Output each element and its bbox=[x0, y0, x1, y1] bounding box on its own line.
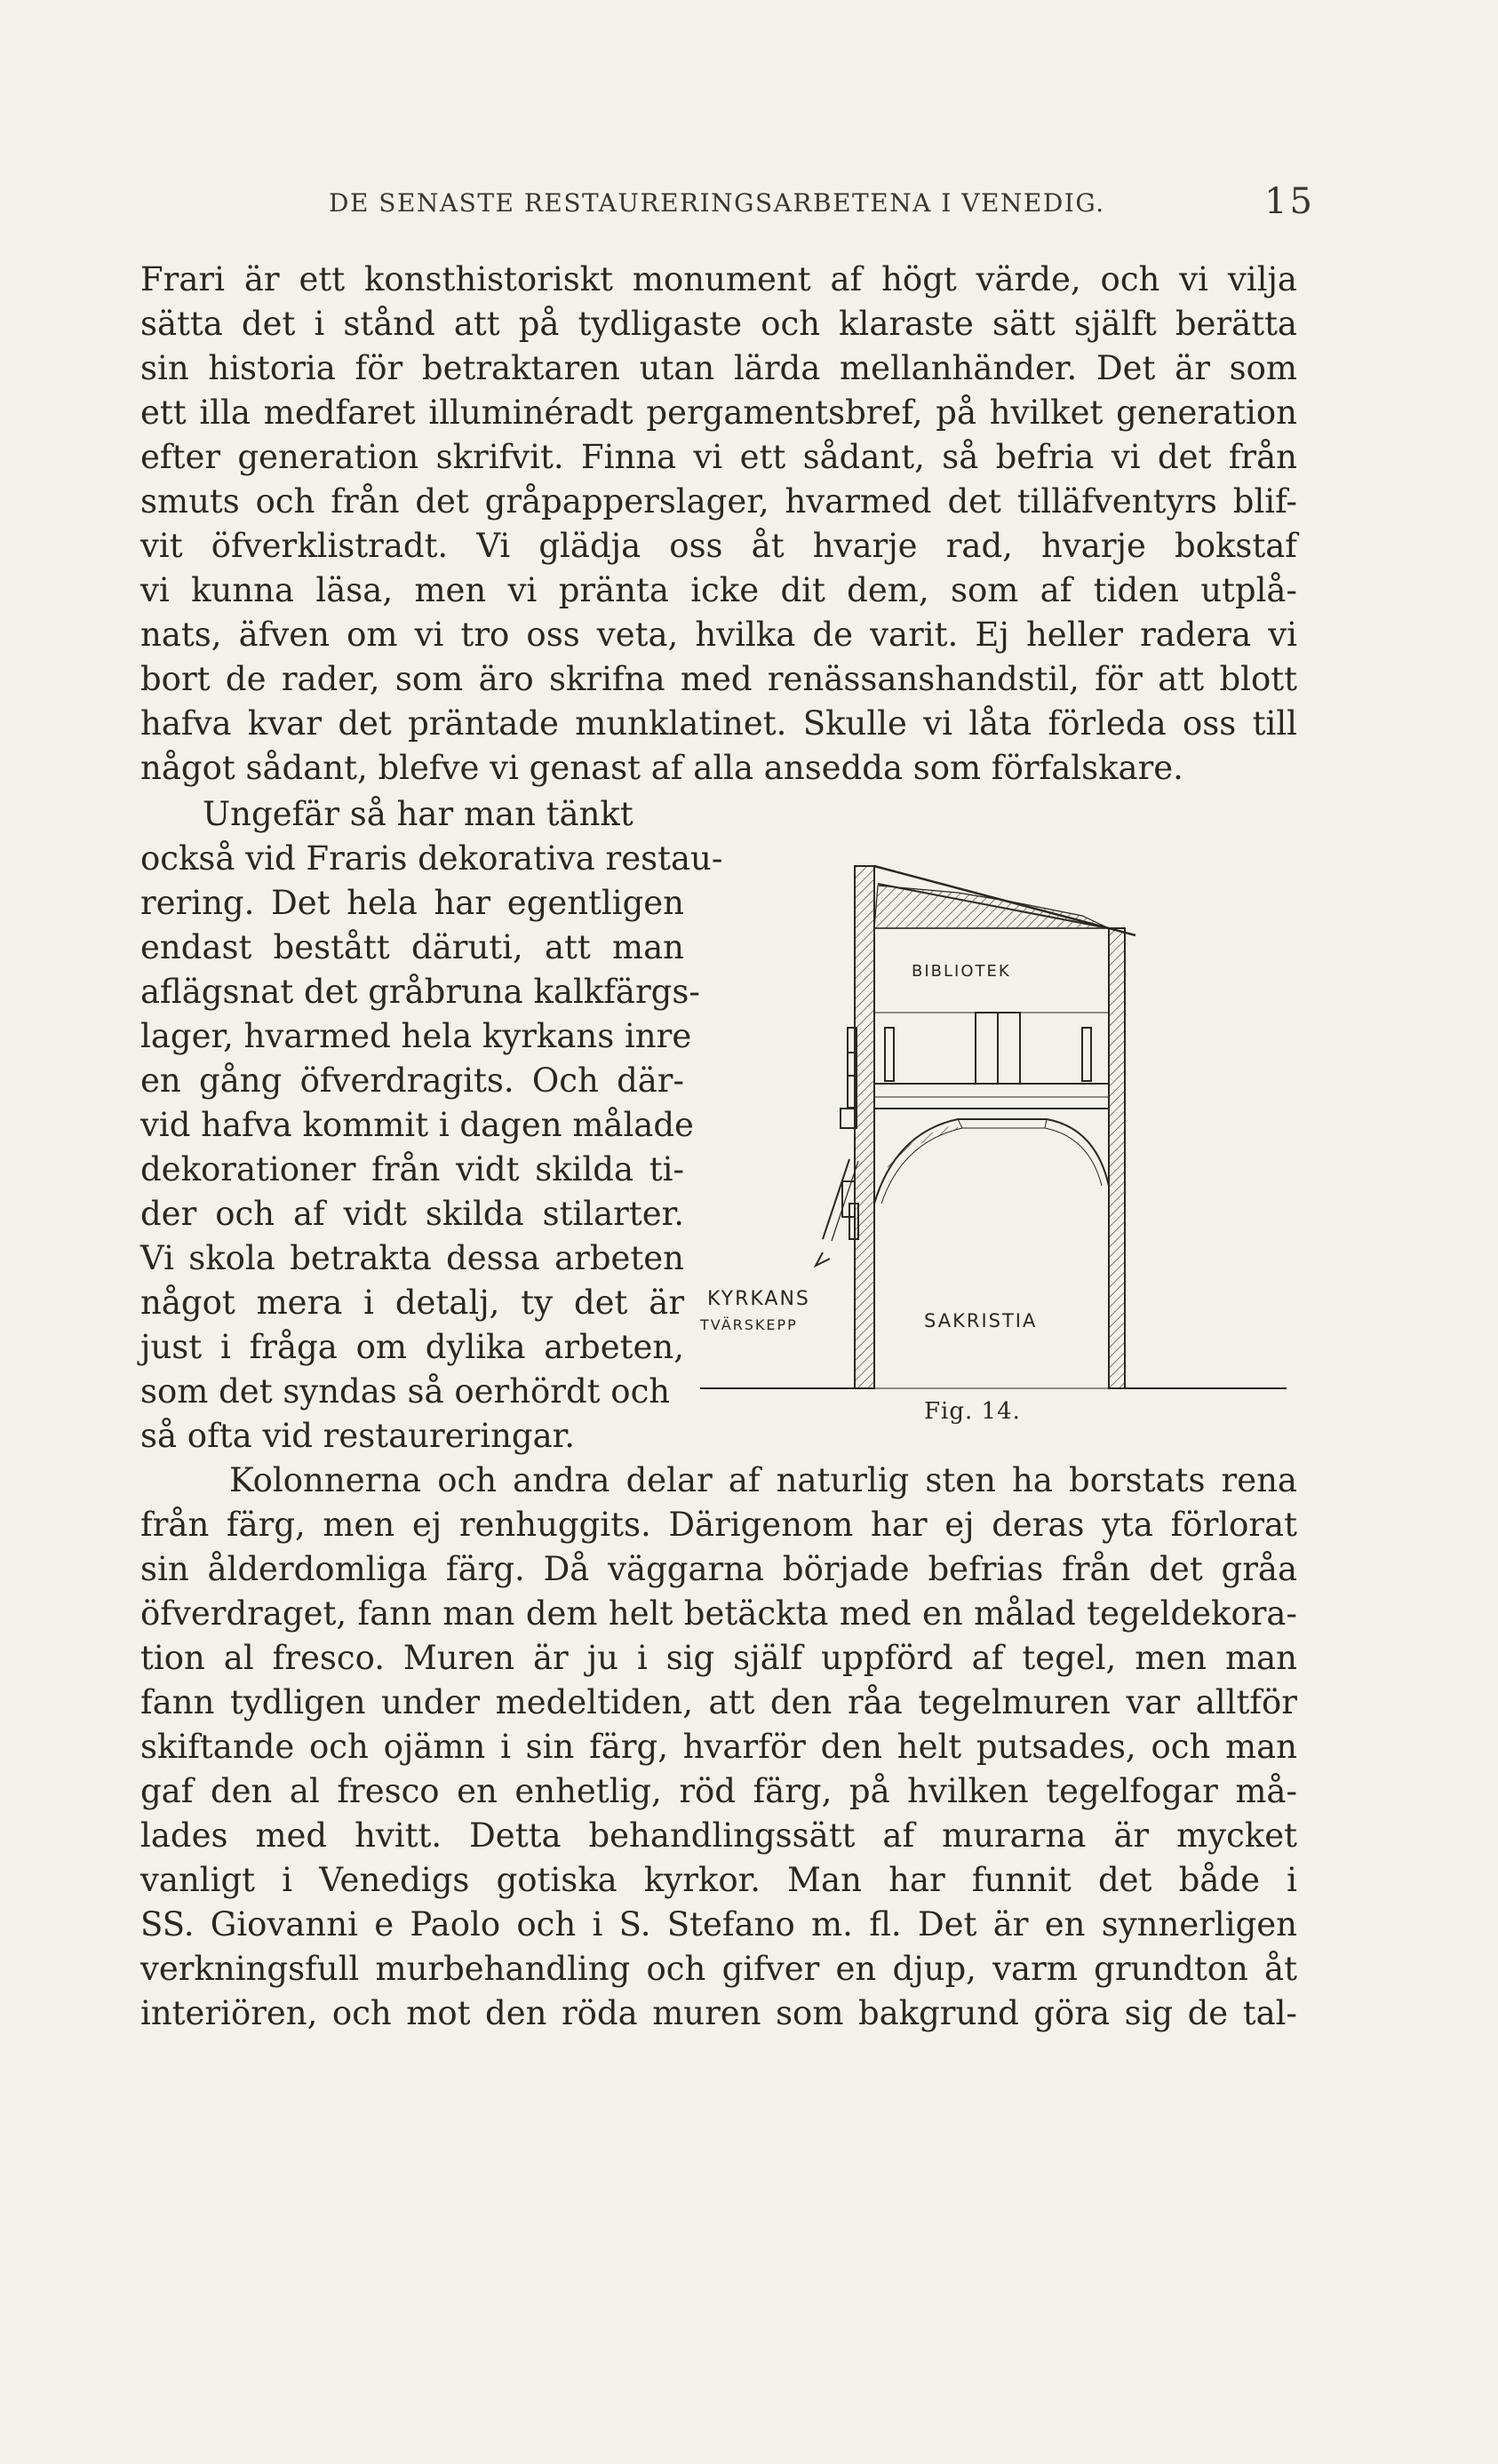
side-text-line: lager, hvarmed hela kyrkans inre bbox=[140, 1017, 692, 1055]
text-line: tion al fresco. Muren är ju i sig själf uppförd af tegel, men man bbox=[140, 1639, 1297, 1677]
side-text-line: just i fråga om dylika arbeten, bbox=[140, 1328, 684, 1366]
text-line: sin historia för betraktaren utan lärda mellanhänder. Det är som bbox=[140, 349, 1297, 387]
left-wall bbox=[855, 866, 874, 1388]
running-header bbox=[329, 181, 1315, 222]
side-text-line: så ofta vid restaureringar. bbox=[140, 1417, 576, 1455]
text-line: Kolonnerna och andra delar af naturlig sten ha borstats rena bbox=[229, 1461, 1297, 1499]
side-text-line: aflägsnat det gråbruna kalkfärgs- bbox=[140, 973, 700, 1011]
figure-caption: Fig. 14. bbox=[924, 1398, 1021, 1425]
side-text-line: Vi skola betrakta dessa arbeten bbox=[140, 1239, 684, 1277]
text-line: gaf den al fresco en enhetlig, röd färg, på hvilken tegelfogar må- bbox=[140, 1772, 1297, 1810]
label-kyrkans: KYRKANS bbox=[707, 1288, 810, 1310]
text-line: vi kunna läsa, men vi pränta icke dit dem, som af tiden utplå- bbox=[140, 571, 1297, 609]
text-line: ett illa medfaret illuminéradt pergamentsbref, på hvilket generation bbox=[140, 393, 1297, 432]
text-line: bort de rader, som äro skrifna med renässanshandstil, för att blott bbox=[140, 660, 1297, 698]
right-wall bbox=[1109, 928, 1125, 1388]
side-text-line: endast bestått däruti, att man bbox=[140, 928, 684, 966]
text-line: smuts och från det gråpapperslager, hvarmed det tilläfventyrs blif- bbox=[140, 482, 1297, 521]
text-line: från färg, men ej renhuggits. Därigenom har ej deras yta förlorat bbox=[140, 1506, 1297, 1544]
text-line: skiftande och ojämn i sin färg, hvarför den helt putsades, och man bbox=[140, 1728, 1297, 1766]
text-line: interiören, och mot den röda muren som bakgrund göra sig de tal- bbox=[140, 1994, 1297, 2032]
text-line: efter generation skrifvit. Finna vi ett sådant, så befria vi det från bbox=[140, 438, 1297, 476]
text-line: fann tydligen under medeltiden, att den råa tegelmuren var alltför bbox=[140, 1683, 1297, 1721]
running-title: DE SENASTE RESTAURERINGSARBETENA I VENEDIG. bbox=[329, 188, 1105, 218]
text-line: SS. Giovanni e Paolo och i S. Stefano m. fl. Det är en synnerligen bbox=[140, 1905, 1297, 1943]
side-text-line: vid hafva kommit i dagen målade bbox=[140, 1106, 694, 1144]
text-line: Frari är ett konsthistoriskt monument af högt värde, och vi vilja bbox=[140, 260, 1297, 298]
side-text-line: Ungefär så har man tänkt bbox=[203, 795, 633, 833]
text-line: öfverdraget, fann man dem helt betäckta med en målad tegeldekora- bbox=[140, 1594, 1297, 1633]
side-text-line: något mera i detalj, ty det är bbox=[140, 1284, 684, 1322]
figure-14 bbox=[691, 831, 1315, 1435]
side-text-line: också vid Fraris dekorativa restau- bbox=[140, 839, 723, 878]
label-sakristia: SAKRISTIA bbox=[924, 1310, 1038, 1331]
text-line: något sådant, blefve vi genast af alla ansedda som förfalskare. bbox=[140, 749, 1183, 787]
text-line: lades med hvitt. Detta behandlingssätt af murarna är mycket bbox=[140, 1816, 1297, 1855]
text-line: vit öfverklistradt. Vi glädja oss åt hvarje rad, hvarje bokstaf bbox=[140, 527, 1297, 565]
side-text-line: der och af vidt skilda stilarter. bbox=[140, 1195, 684, 1233]
page-number: 15 bbox=[1264, 181, 1315, 222]
side-text-line: rering. Det hela har egentligen bbox=[140, 884, 684, 922]
text-line: hafva kvar det präntade munklatinet. Skulle vi låta förleda oss till bbox=[140, 704, 1297, 743]
text-line: verkningsfull murbehandling och gifver en djup, varm grundton åt bbox=[140, 1950, 1297, 1988]
label-tvarskepp: TVÄRSKEPP bbox=[700, 1316, 798, 1333]
text-line: nats, äfven om vi tro oss veta, hvilka de varit. Ej heller radera vi bbox=[140, 616, 1297, 654]
side-text-line: som det syndas så oerhördt och bbox=[140, 1372, 671, 1411]
text-line: sätta det i stånd att på tydligaste och klaraste sätt själft berätta bbox=[140, 305, 1297, 343]
side-text-line: en gång öfverdragits. Och där- bbox=[140, 1061, 684, 1100]
side-text-line: dekorationer från vidt skilda ti- bbox=[140, 1150, 684, 1188]
label-bibliotek: BIBLIOTEK bbox=[912, 962, 1011, 981]
text-line: sin ålderdomliga färg. Då väggarna började befrias från det gråa bbox=[140, 1550, 1297, 1588]
text-line: vanligt i Venedigs gotiska kyrkor. Man har funnit det både i bbox=[140, 1861, 1297, 1899]
architectural-sketch bbox=[691, 831, 1315, 1435]
